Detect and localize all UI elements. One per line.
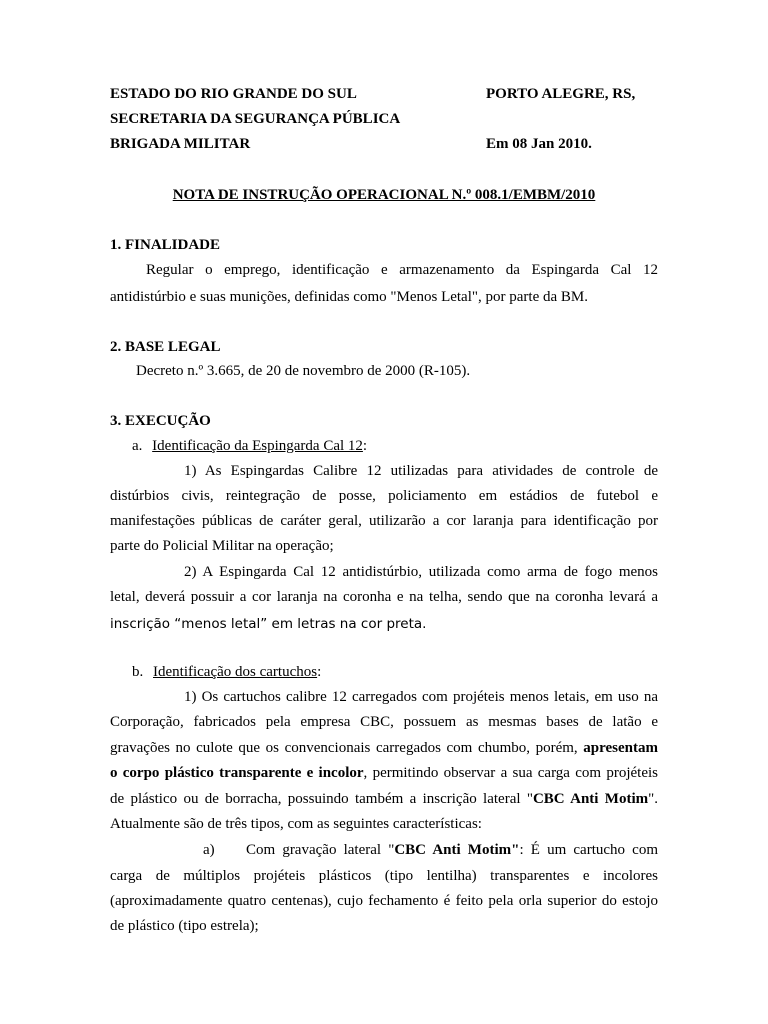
item-b1-line-5-a: de plástico ou de borracha, possuindo também a inscrição lateral " <box>110 791 533 807</box>
item-a-line <box>132 438 367 455</box>
header-brigade: BRIGADA MILITAR <box>110 136 251 152</box>
item-a-title: Identificação da Espingarda Cal 12 <box>152 438 363 454</box>
item-b-marker: b. <box>132 664 144 680</box>
item-b-line <box>132 664 321 681</box>
item-b1-line-3 <box>110 740 658 757</box>
item-a2-line-1: 2) A Espingarda Cal 12 antidistúrbio, utilizada como arma de fogo menos <box>184 564 658 580</box>
item-a-colon: : <box>362 438 368 454</box>
item-a1-line-4: parte do Policial Militar na operação; <box>110 538 334 554</box>
item-b1-line-2: Corporação, fabricados pela empresa CBC, possuem as mesmas bases de latão e <box>110 714 658 730</box>
section-3-heading: 3. EXECUÇÃO <box>110 413 211 429</box>
item-ba-line-4: de plástico (tipo estrela); <box>110 918 259 934</box>
item-b1-line-3-text: gravações no culote que os convencionais carregados com chumbo, porém, <box>110 740 578 756</box>
item-b1-line-3-bold: apresentam <box>583 740 658 756</box>
header-secretariat: SECRETARIA DA SEGURANÇA PÚBLICA <box>110 111 401 127</box>
section-1-line-1: Regular o emprego, identificação e armazenamento da Espingarda Cal 12 <box>146 262 658 278</box>
item-a1-line-2: distúrbios civis, reintegração de posse, policiamento em estádios de futebol e <box>110 488 658 504</box>
item-b1-line-4-bold: o corpo plástico transparente e incolor <box>110 765 364 781</box>
item-b1-line-5-b: ". <box>648 791 658 807</box>
item-ba-line-1-a: Com gravação lateral " <box>246 842 395 858</box>
item-b1-line-5-bold: CBC Anti Motim <box>532 791 649 807</box>
header-date: Em 08 Jan 2010. <box>486 136 592 152</box>
header-city: PORTO ALEGRE, RS, <box>486 86 636 102</box>
header-state: ESTADO DO RIO GRANDE DO SUL <box>110 86 357 102</box>
item-b1-line-4 <box>110 765 658 782</box>
section-1-line-2: antidistúrbio e suas munições, definidas como "Menos Letal", por parte da BM. <box>110 289 588 305</box>
item-a1-line-3: manifestações públicas de caráter geral, utilizarão a cor laranja para identificação por <box>110 513 658 529</box>
item-a-marker: a. <box>132 438 143 454</box>
section-1-heading: 1. FINALIDADE <box>110 237 221 253</box>
item-b1-line-1: 1) Os cartuchos calibre 12 carregados com projéteis menos letais, em uso na <box>184 689 658 705</box>
item-ba-marker: a) <box>203 842 215 858</box>
item-a2-line-3: inscrição “menos letal” em letras na cor preta. <box>110 616 427 632</box>
item-ba-line-1-b: : É um cartucho com <box>519 842 658 858</box>
item-b1-line-6: Atualmente são de três tipos, com as seguintes características: <box>110 816 482 832</box>
item-a2-line-2: letal, deverá possuir a cor laranja na coronha e na telha, sendo que na coronha levará a <box>110 589 658 605</box>
item-b-title: Identificação dos cartuchos <box>153 664 318 680</box>
item-ba-line-2: carga de múltiplos projéteis plásticos (tipo lentilha) transparentes e incolores <box>110 868 658 884</box>
item-ba-line-3: (aproximadamente quatro centenas), cujo fechamento é feito pela orla superior do estojo <box>110 893 658 909</box>
item-a1-line-1: 1) As Espingardas Calibre 12 utilizadas para atividades de controle de <box>184 463 658 479</box>
section-2-line-1: Decreto n.º 3.665, de 20 de novembro de 2000 (R-105). <box>136 363 471 379</box>
item-b1-line-4-text: , permitindo observar a sua carga com projéteis <box>363 765 658 781</box>
item-ba-line-1 <box>246 842 658 859</box>
item-b-colon: : <box>317 664 322 680</box>
item-b1-line-5 <box>110 791 658 808</box>
item-ba-line-1-bold: CBC Anti Motim" <box>394 842 520 858</box>
section-2-heading: 2. BASE LEGAL <box>110 339 221 355</box>
document-title: NOTA DE INSTRUÇÃO OPERACIONAL N.º 008.1/EMBM/2010 <box>172 187 596 203</box>
